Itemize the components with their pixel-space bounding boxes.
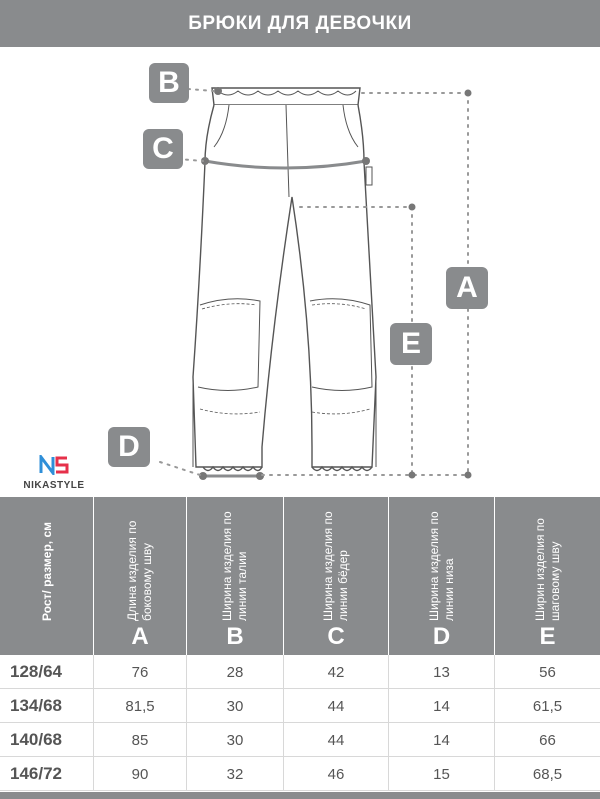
value-cell: 14 bbox=[388, 723, 494, 757]
ns-logo-icon bbox=[39, 455, 69, 475]
header-col-label: Ширина изделия по линии талии bbox=[220, 511, 249, 621]
header-col-label: Ширина изделия по линии низа bbox=[426, 511, 456, 621]
value-cell: 81,5 bbox=[93, 689, 186, 723]
value-cell: 76 bbox=[93, 655, 186, 689]
header-col-letter: E bbox=[539, 623, 556, 650]
marker-e: E bbox=[390, 323, 432, 365]
header-col-c bbox=[283, 497, 388, 655]
table-header bbox=[0, 497, 600, 655]
value-cell: 56 bbox=[494, 655, 600, 689]
marker-c: C bbox=[143, 129, 183, 169]
value-cell: 14 bbox=[388, 689, 494, 723]
value-cell: 42 bbox=[283, 655, 388, 689]
table-row bbox=[0, 689, 600, 723]
header-col-label: Ширина изделия по линии бёдер bbox=[321, 511, 350, 621]
value-cell: 90 bbox=[93, 757, 186, 791]
value-cell: 30 bbox=[186, 723, 283, 757]
header-size-label: Рост/ размер, см bbox=[39, 521, 53, 621]
value-cell: 28 bbox=[186, 655, 283, 689]
value-cell: 44 bbox=[283, 723, 388, 757]
header-col-letter: A bbox=[131, 623, 149, 650]
page-title: БРЮКИ ДЛЯ ДЕВОЧКИ bbox=[0, 0, 600, 47]
pants-diagram bbox=[0, 47, 600, 497]
header-col-b bbox=[186, 497, 283, 655]
brand-name: NIKASTYLE bbox=[23, 480, 85, 491]
size-table bbox=[0, 497, 600, 799]
value-cell: 44 bbox=[283, 689, 388, 723]
header-col-letter: B bbox=[226, 623, 244, 650]
brand-logo bbox=[14, 455, 94, 491]
value-cell: 32 bbox=[186, 757, 283, 791]
size-cell: 140/68 bbox=[10, 730, 62, 749]
header-col-e bbox=[494, 497, 600, 655]
header-col-a bbox=[93, 497, 186, 655]
value-cell: 66 bbox=[494, 723, 600, 757]
value-cell: 61,5 bbox=[494, 689, 600, 723]
table-row bbox=[0, 655, 600, 689]
value-cell: 85 bbox=[93, 723, 186, 757]
size-cell: 134/68 bbox=[10, 696, 62, 715]
value-cell: 30 bbox=[186, 689, 283, 723]
table-row bbox=[0, 757, 600, 791]
table-row bbox=[0, 723, 600, 757]
value-cell: 15 bbox=[388, 757, 494, 791]
header-col-label: Длина изделия по боковому шву bbox=[125, 520, 154, 621]
size-cell: 128/64 bbox=[10, 662, 62, 681]
value-cell: 68,5 bbox=[494, 757, 600, 791]
marker-a: A bbox=[446, 267, 488, 309]
header-col-d bbox=[388, 497, 494, 655]
size-cell: 146/72 bbox=[10, 764, 62, 783]
value-cell: 46 bbox=[283, 757, 388, 791]
marker-b: B bbox=[149, 63, 189, 103]
header-col-label: Ширин изделия по шаговому шву bbox=[532, 518, 562, 621]
marker-d: D bbox=[108, 427, 150, 467]
header-col-letter: D bbox=[432, 623, 451, 650]
value-cell: 13 bbox=[388, 655, 494, 689]
header-size bbox=[0, 497, 93, 655]
pants-illustration bbox=[0, 47, 600, 497]
footer-bar bbox=[0, 792, 600, 799]
header-col-letter: C bbox=[327, 623, 345, 650]
